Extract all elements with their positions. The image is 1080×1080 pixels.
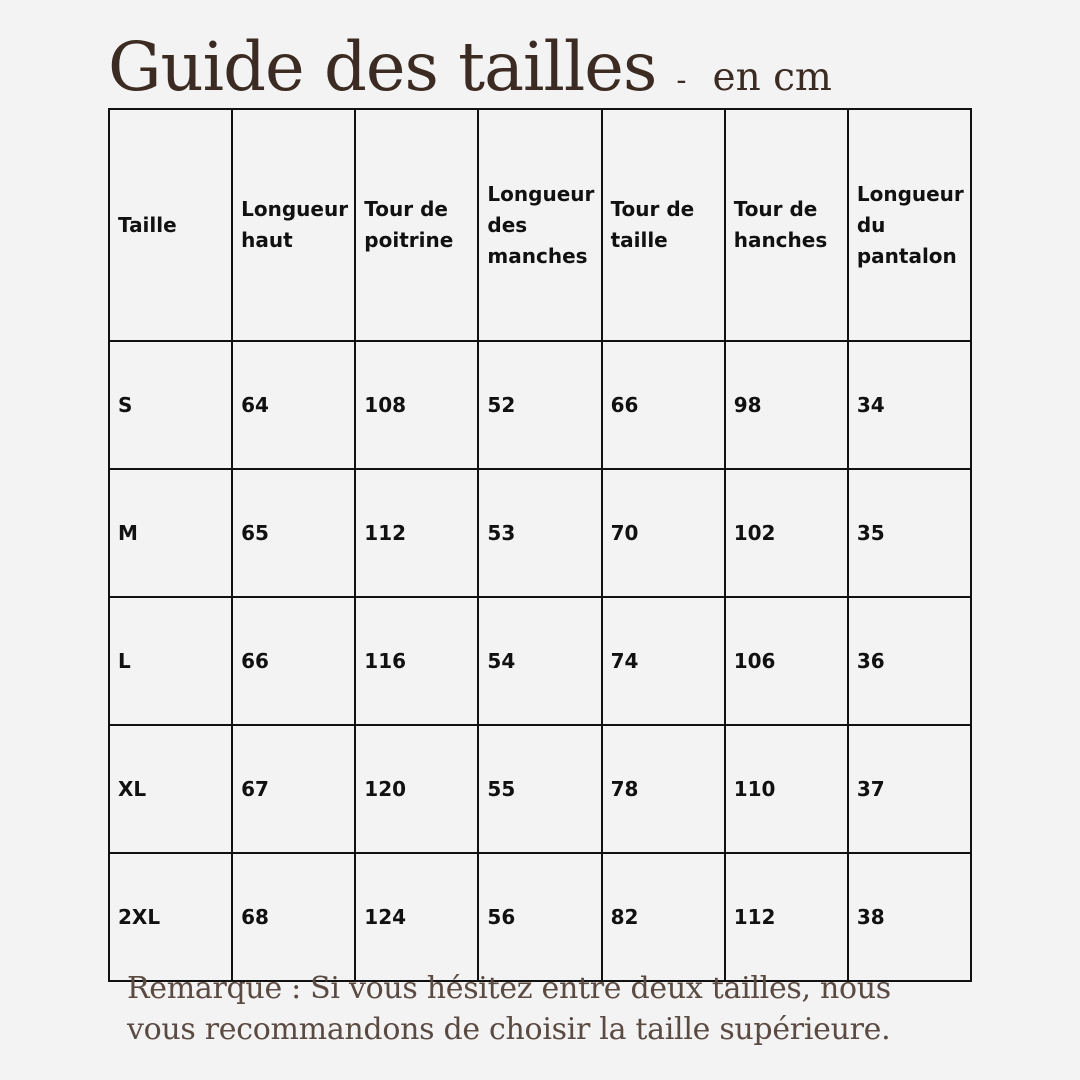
table-cell: 110 [725,725,848,853]
table-cell: 66 [602,341,725,469]
table-cell: 34 [848,341,971,469]
table-header-row [109,109,971,341]
header-longueur-haut: Longueur haut [232,109,355,341]
header-tour-de-taille: Tour de taille [602,109,725,341]
table-cell: 52 [478,341,601,469]
table-cell: 120 [355,725,478,853]
table-cell: M [109,469,232,597]
table-cell: 35 [848,469,971,597]
table-cell: 55 [478,725,601,853]
table-cell: 36 [848,597,971,725]
table-cell: 38 [848,853,971,981]
remark-line-1: Remarque : Si vous hésitez entre deux tailles, nous [127,971,891,1006]
table-cell: 116 [355,597,478,725]
table-cell: XL [109,725,232,853]
remark-note [127,968,1027,1050]
header-tour-de-poitrine: Tour de poitrine [355,109,478,341]
table-cell: 74 [602,597,725,725]
table-cell: 106 [725,597,848,725]
table-cell: 65 [232,469,355,597]
table-cell: 56 [478,853,601,981]
table-row [109,341,971,469]
table-cell: 66 [232,597,355,725]
table-cell: S [109,341,232,469]
table-cell: 54 [478,597,601,725]
remark-line-2: vous recommandons de choisir la taille supérieure. [127,1012,891,1047]
table-row [109,469,971,597]
title-dash: - [676,63,687,98]
table-cell: 53 [478,469,601,597]
table-row [109,725,971,853]
table-cell: 67 [232,725,355,853]
header-taille: Taille [109,109,232,341]
table-cell: 124 [355,853,478,981]
table-cell: 102 [725,469,848,597]
page-title [108,28,832,114]
table-cell: 2XL [109,853,232,981]
table-cell: 112 [355,469,478,597]
table-cell: 108 [355,341,478,469]
title-main: Guide des tailles [108,28,657,106]
header-longueur-du-pantalon: Longueur du pantalon [848,109,971,341]
table-cell: 68 [232,853,355,981]
table-row [109,853,971,981]
header-longueur-des-manches: Longueur des manches [478,109,601,341]
title-unit: en cm [712,55,832,100]
table-cell: 64 [232,341,355,469]
header-tour-de-hanches: Tour de hanches [725,109,848,341]
table-cell: 37 [848,725,971,853]
size-table [108,108,972,982]
table-row [109,597,971,725]
table-cell: 98 [725,341,848,469]
table-cell: L [109,597,232,725]
table-cell: 70 [602,469,725,597]
table-cell: 78 [602,725,725,853]
table-cell: 112 [725,853,848,981]
table-cell: 82 [602,853,725,981]
